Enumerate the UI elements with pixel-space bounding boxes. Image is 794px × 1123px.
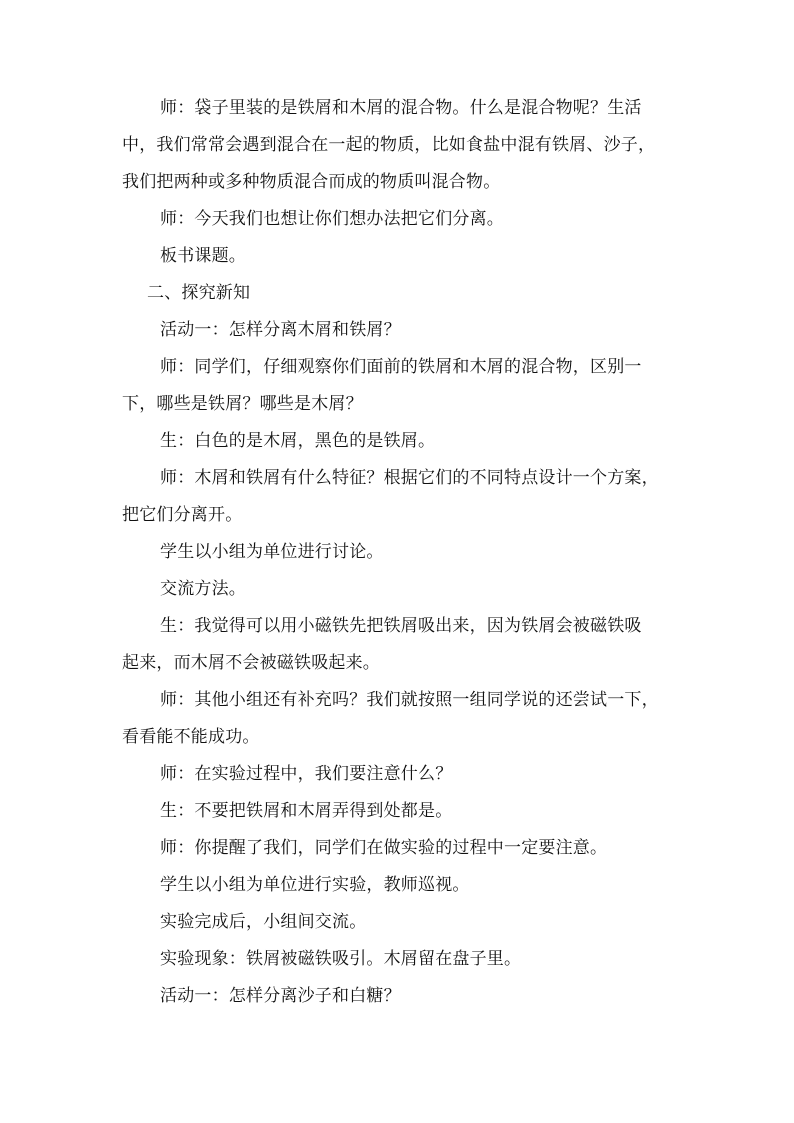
text-line: 师：同学们，仔细观察你们面前的铁屑和木屑的混合物，区别一 (160, 357, 642, 377)
text-line: 师：在实验过程中，我们要注意什么？ (160, 764, 453, 784)
text-line: 师：其他小组还有补充吗？我们就按照一组同学说的还尝试一下， (160, 690, 659, 710)
section-heading: 二、探究新知 (147, 283, 251, 303)
text-line: 学生以小组为单位进行讨论。 (160, 542, 384, 562)
activity-heading: 活动一：怎样分离木屑和铁屑？ (160, 320, 401, 340)
text-line: 实验现象：铁屑被磁铁吸引。木屑留在盘子里。 (160, 949, 522, 969)
text-line: 师：袋子里装的是铁屑和木屑的混合物。什么是混合物呢？生活 (160, 98, 642, 118)
activity-heading: 活动一：怎样分离沙子和白糖？ (160, 986, 401, 1006)
text-line: 中，我们常常会遇到混合在一起的物质，比如食盐中混有铁屑、沙子， (122, 135, 656, 155)
text-line: 师：木屑和铁屑有什么特征？根据它们的不同特点设计一个方案， (160, 468, 659, 488)
text-line: 师：你提醒了我们，同学们在做实验的过程中一定要注意。 (160, 838, 608, 858)
text-line: 交流方法。 (160, 579, 246, 599)
text-line: 师：今天我们也想让你们想办法把它们分离。 (160, 209, 504, 229)
text-line: 生：白色的是木屑，黑色的是铁屑。 (160, 431, 436, 451)
text-line: 学生以小组为单位进行实验，教师巡视。 (160, 875, 470, 895)
text-line: 生：我觉得可以用小磁铁先把铁屑吸出来，因为铁屑会被磁铁吸 (160, 616, 642, 636)
text-line: 起来，而木屑不会被磁铁吸起来。 (122, 653, 380, 673)
text-line: 把它们分离开。 (122, 505, 243, 525)
text-line: 我们把两种或多种物质混合而成的物质叫混合物。 (122, 172, 501, 192)
text-line: 实验完成后，小组间交流。 (160, 912, 367, 932)
text-line: 板书课题。 (160, 246, 246, 266)
text-line: 看看能不能成功。 (122, 727, 260, 747)
text-line: 生：不要把铁屑和木屑弄得到处都是。 (160, 801, 453, 821)
text-line: 下，哪些是铁屑？哪些是木屑？ (122, 394, 363, 414)
